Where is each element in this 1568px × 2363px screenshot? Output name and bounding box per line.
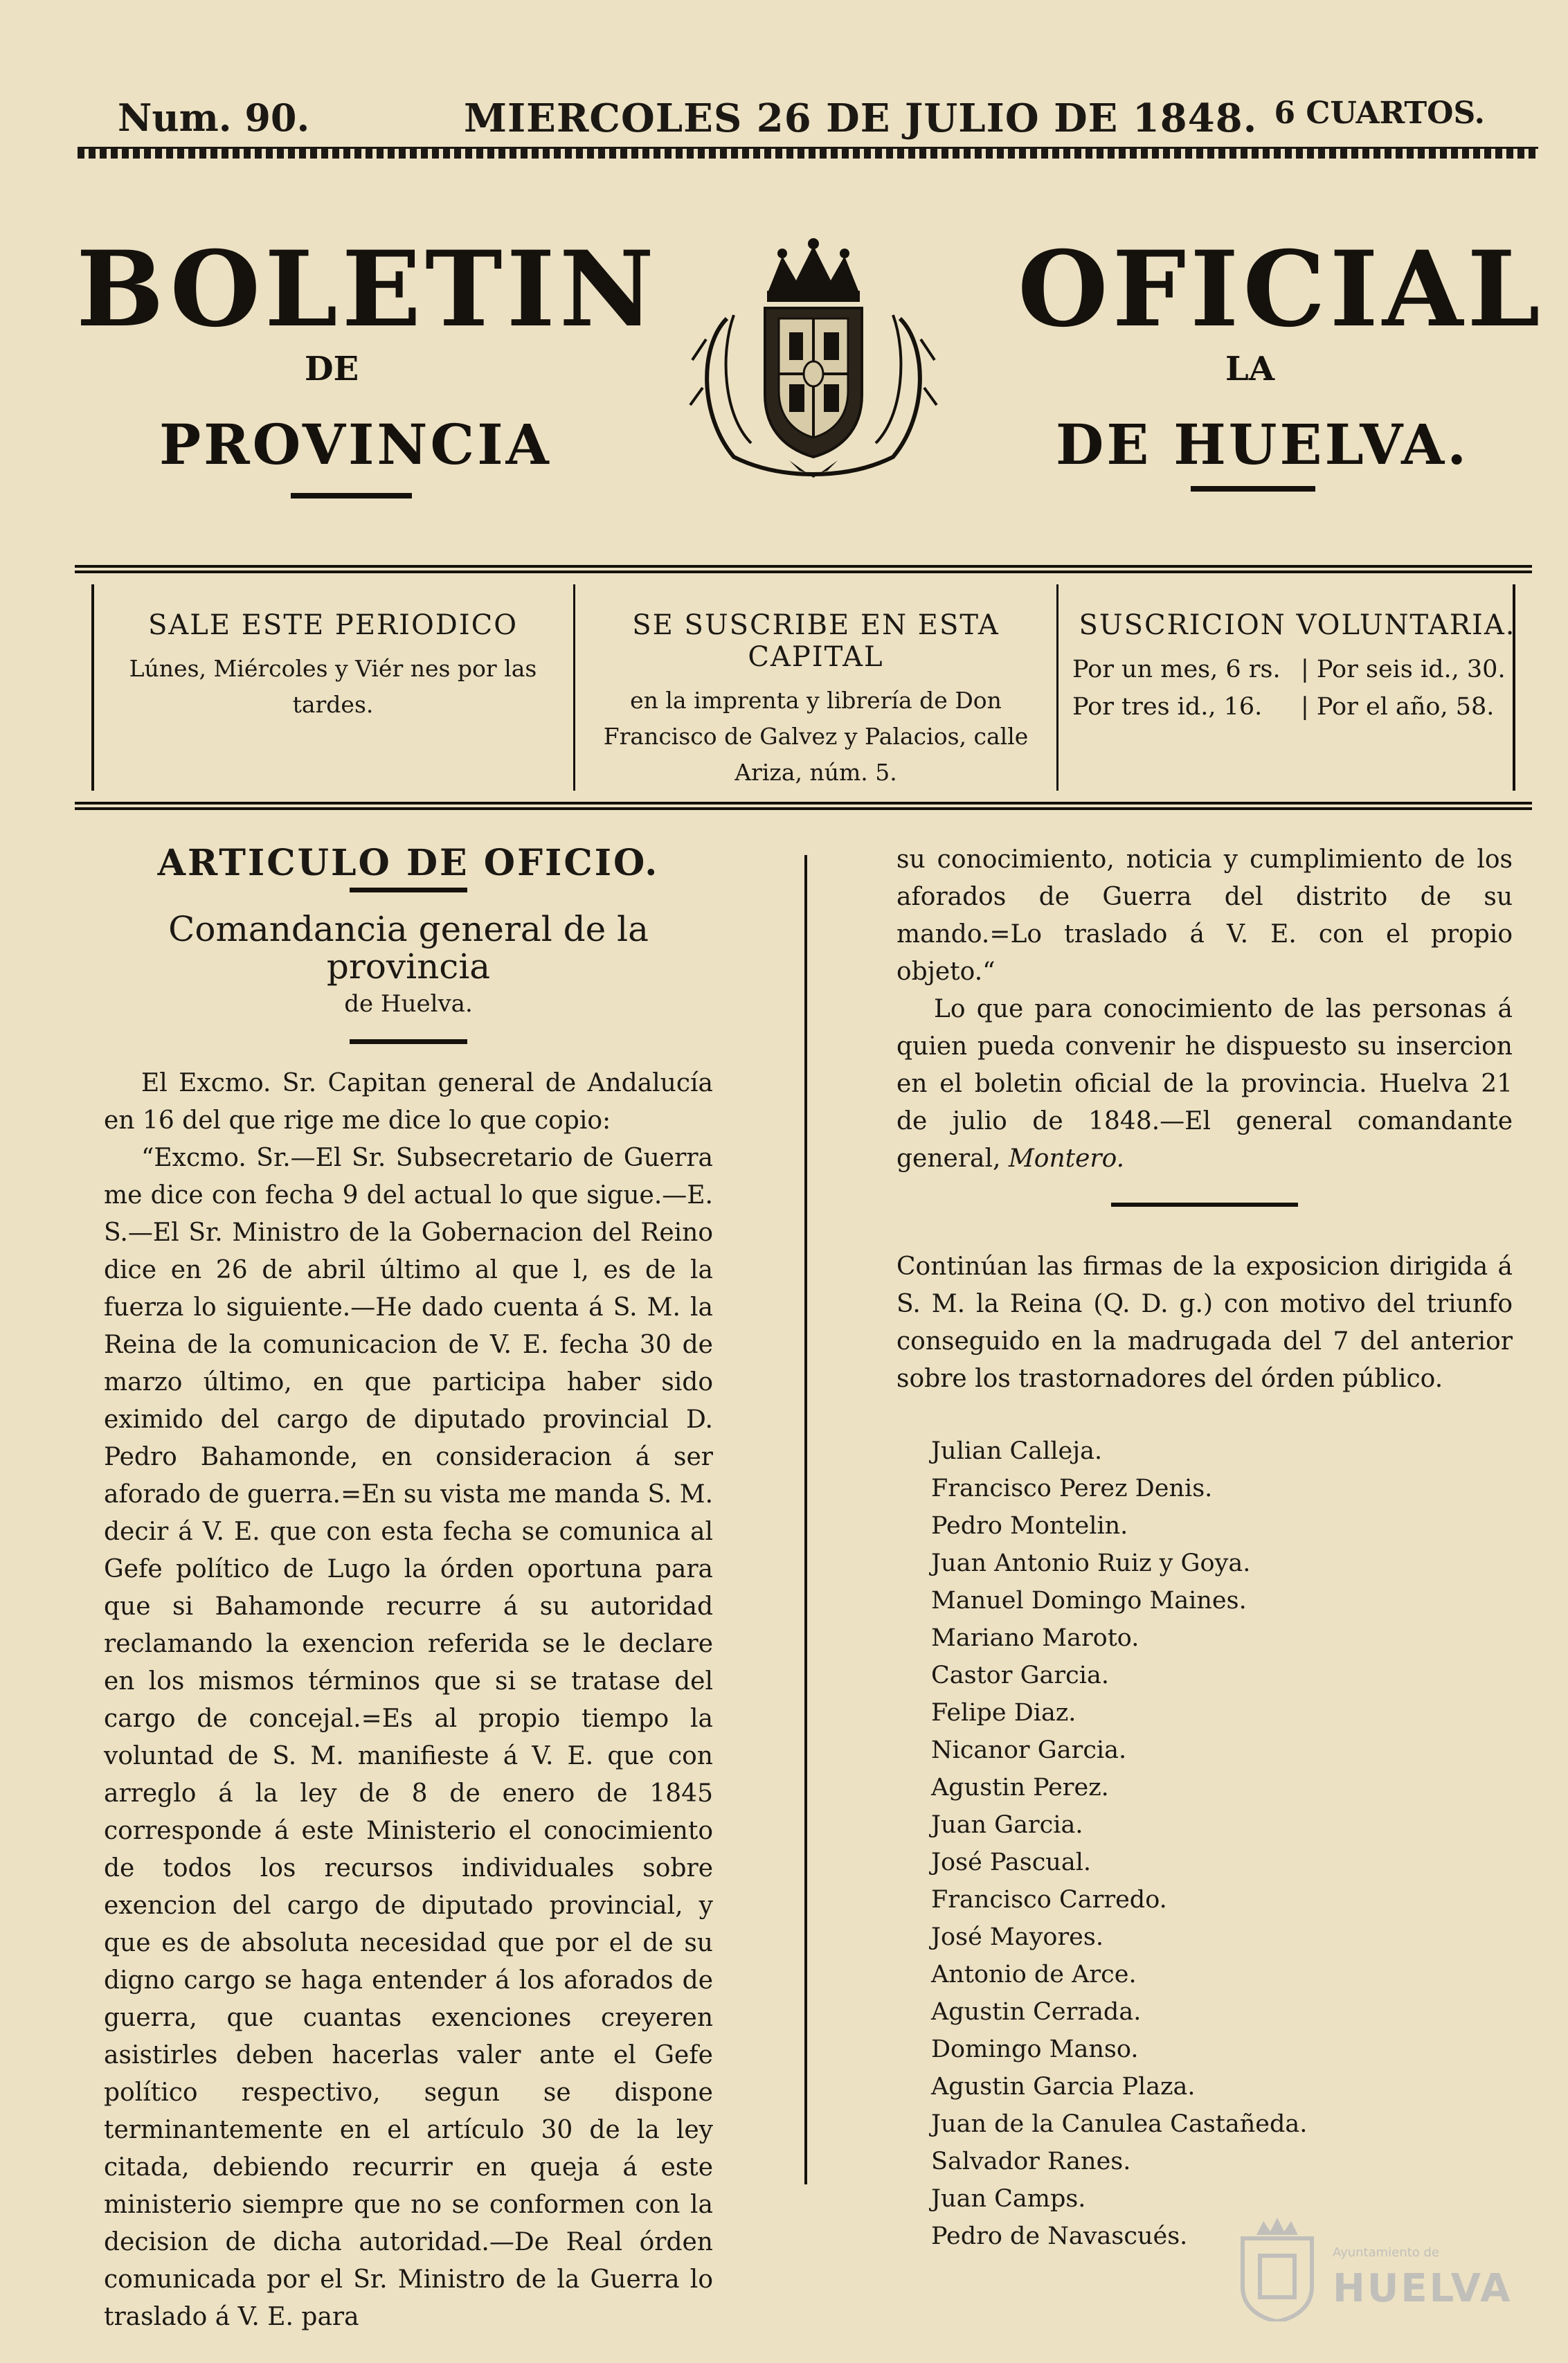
article-subheading: de Huelva. [344, 990, 473, 1018]
issue-number: Num. 90. [118, 96, 310, 140]
signature-name: Mariano Maroto. [931, 1624, 1139, 1652]
info-title-prices: SUSCRICION VOLUNTARIA. [1079, 609, 1516, 641]
masthead-la: LA [1225, 350, 1274, 388]
watermark [1236, 2218, 1513, 2321]
signatures-intro: Continúan las firmas de la exposicion dirigida á S. M. la Reina (Q. D. g.) con motivo del triunfo conseguido en la madrugada del 7 del anterior sobre los trastornadores del órden público. [896, 1252, 1513, 1393]
signature-list [896, 1432, 1513, 2255]
price-three-months: Por tres id., 16. [1072, 693, 1263, 721]
signature-name: José Pascual. [931, 1849, 1092, 1876]
issue-price: 6 CUARTOS. [1274, 96, 1485, 131]
signature-name: Nicanor Garcia. [931, 1736, 1127, 1764]
price-six-months: | Por seis id., 30. [1301, 656, 1506, 683]
watermark-small-text: Ayuntamiento de [1333, 2245, 1439, 2260]
masthead-underline-left [291, 493, 412, 498]
signature-name: Julian Calleja. [931, 1437, 1103, 1465]
info-column-prices [1056, 584, 1536, 791]
signature-name: Pedro Montelin. [931, 1512, 1128, 1540]
article-closing [896, 991, 1513, 1178]
signature-name: Agustin Garcia Plaza. [931, 2073, 1196, 2101]
info-column-subscribe [573, 584, 1056, 791]
signature-name: Salvador Ranes. [931, 2148, 1131, 2175]
signature-name: Agustin Cerrada. [931, 1998, 1142, 2026]
column-divider [804, 855, 807, 2184]
info-title-publication: SALE ESTE PERIODICO [147, 609, 519, 641]
coat-of-arms-icon [685, 235, 941, 481]
signature-name: Juan Camps. [931, 2185, 1086, 2213]
section-separator [1111, 1203, 1298, 1207]
price-one-month: Por un mes, 6 rs. [1072, 656, 1281, 683]
masthead-boletin: BOLETIN [76, 228, 658, 350]
section-title: ARTICULO DE OFICIO. [157, 842, 660, 884]
signature-name: Felipe Diaz. [931, 1699, 1076, 1727]
masthead-oficial: OFICIAL [1018, 228, 1544, 350]
masthead-de-huelva: DE HUELVA. [1056, 412, 1470, 477]
masthead-de: DE [305, 350, 359, 388]
right-column [896, 841, 1513, 2255]
signature-name: Domingo Manso. [931, 2036, 1139, 2063]
issue-date: MIERCOLES 26 DE JULIO DE 1848. [464, 96, 1258, 141]
info-text-subscribe: en la imprenta y librería de Don Francisco de Galvez y Palacios, calle Ariza, núm. 5. [603, 687, 1029, 786]
signature-name: Francisco Carredo. [931, 1886, 1167, 1914]
signature-name: Juan Antonio Ruiz y Goya. [931, 1549, 1251, 1577]
article-heading: Comandancia general de la provincia [168, 909, 649, 987]
article-closing-text: Lo que para conocimiento de las personas á quien pueda convenir he dispuesto su insercion en el boletin oficial de la provincia. Huelva 21 de julio de 1848.—El general comandante general, [896, 995, 1513, 1173]
subscription-info-box [75, 565, 1532, 810]
title-underline [350, 888, 467, 892]
signature-name: Juan de la Canulea Castañeda. [931, 2110, 1308, 2138]
signature-name: Manuel Domingo Maines. [931, 1587, 1247, 1615]
signature: Montero. [1008, 1144, 1125, 1173]
signature-name: Castor Garcia. [931, 1662, 1109, 1689]
watermark-big-text: HUELVA [1333, 2266, 1513, 2311]
signature-name: Pedro de Navascués. [931, 2222, 1188, 2250]
info-text-publication: Lúnes, Miércoles y Viér nes por las tardes. [129, 655, 537, 718]
huelva-crest-icon [1236, 2218, 1319, 2321]
signature-name: Francisco Perez Denis. [931, 1475, 1213, 1502]
masthead-provincia: PROVINCIA [159, 412, 552, 477]
price-grid [1058, 651, 1536, 726]
masthead-underline-right [1191, 486, 1315, 492]
signature-name: Agustin Perez. [931, 1774, 1109, 1802]
ornamental-rule [78, 147, 1538, 159]
article-paragraph-1: El Excmo. Sr. Capitan general de Andalucía en 16 del que rige me dice lo que copio: [104, 1069, 713, 1135]
article-continuation: su conocimiento, noticia y cumplimiento de los aforados de Guerra del distrito de su mando.=Lo traslado á V. E. con el propio objeto.“ [896, 845, 1513, 986]
signature-name: Juan Garcia. [931, 1811, 1083, 1839]
left-column [104, 842, 714, 2336]
info-column-publication [94, 584, 572, 791]
info-title-subscribe: SE SUSCRIBE EN ESTA CAPITAL [632, 609, 1000, 673]
signature-name: Antonio de Arce. [931, 1961, 1137, 1988]
signature-name: José Mayores. [931, 1923, 1103, 1951]
article-paragraph-2: “Excmo. Sr.—El Sr. Subsecretario de Guerra me dice con fecha 9 del actual lo que sigue.—E. S.—El Sr. Ministro de la Gobernacion del Reino dice en 26 de abril último al que l, es de la fuerza lo siguiente.—He dado cuenta á S. M. la Reina de la comunicacion de V. E. fecha 30 de marzo último, en que participa haber sido eximido del cargo de diputado provincial D. Pedro Bahamonde, en consideracion á ser aforado de guerra.=En su vista me manda S. M. decir á V. E. que con esta fecha se comunica al Gefe político de Lugo la órden oportuna para que si Bahamonde recurre á su autoridad reclamando la exencion referida se le declare en los mismos términos que si se tratase del cargo de concejal.=Es al propio tiempo la voluntad de S. M. manifieste á V. E. que con arreglo á la ley de 8 de enero de 1845 corresponde á este Ministerio el conocimiento de todos los recursos individuales sobre exencion del cargo de diputado provincial, y que es de absoluta necesidad que por el de su digno cargo se haga entender á los aforados de guerra, que cuantas exenciones creyeren asistirles deben hacerlas valer ante el Gefe político respectivo, segun se dispone terminantemente en el artículo 30 de la ley citada, debiendo recurrir en queja á este ministerio siempre que no se conformen con la decision de dicha autoridad.—De Real órden comunicada por el Sr. Ministro de la Guerra lo traslado á V. E. para [104, 1144, 714, 2331]
price-one-year: | Por el año, 58. [1301, 693, 1495, 721]
heading-underline [350, 1039, 467, 1044]
